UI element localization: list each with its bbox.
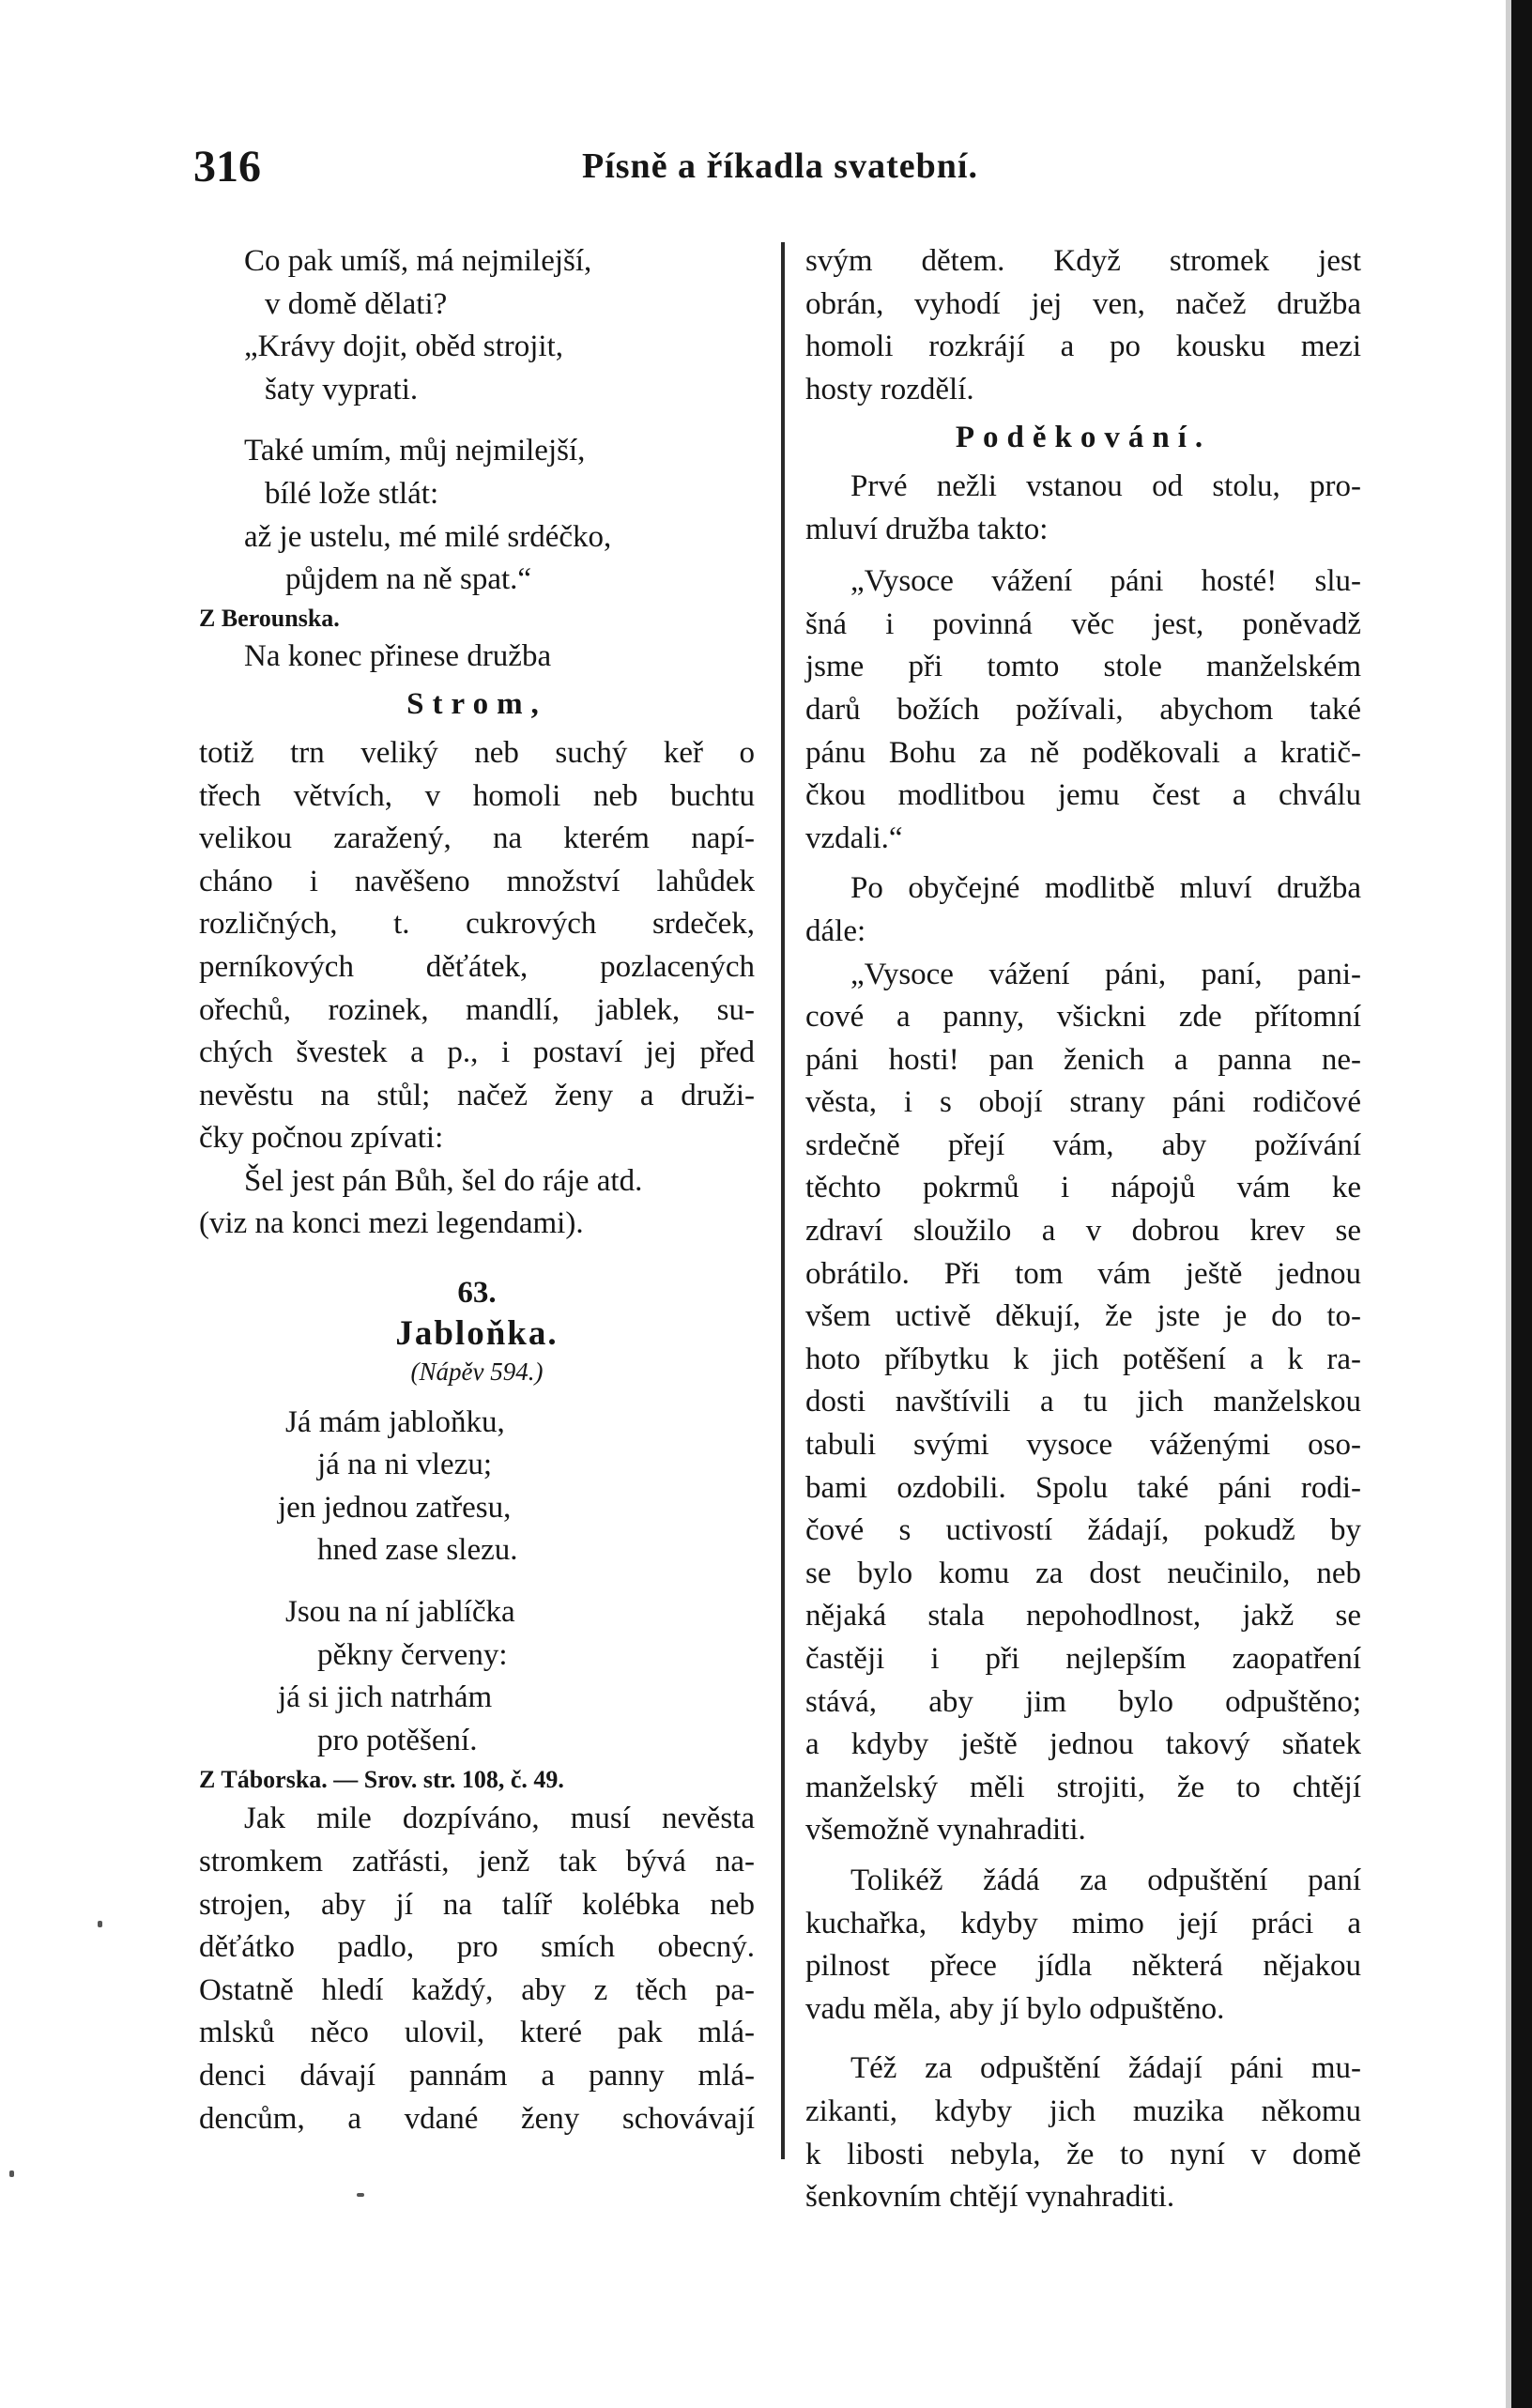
text-line: „Vysoce vážení páni, paní, pani- [850, 957, 1361, 991]
text-line: velikou zaražený, na kterém napí- [199, 821, 755, 856]
jablonka-verse-1 [199, 1402, 755, 1572]
verse-line: já na ni vlezu; [317, 1448, 493, 1482]
verse-line: až je ustelu, mé milé srdéčko, [244, 519, 612, 554]
running-header: Písně a říkadla svatební. [582, 146, 978, 186]
text-line: cháno i navěšeno množství lahůdek [199, 864, 755, 898]
verse-line: pro potěšení. [317, 1723, 478, 1757]
text-line: Šel jest pán Bůh, šel do ráje atd. [244, 1163, 643, 1198]
speech-1 [805, 560, 1361, 860]
text-line: těchto pokrmů i nápojů vám ke [805, 1171, 1361, 1205]
final-paragraph [199, 1798, 755, 2140]
text-line: k libosti nebyla, že to nyní v domě [805, 2137, 1361, 2171]
verse-line: šaty vyprati. [265, 372, 419, 406]
text-line: Též za odpuštění žádají páni mu- [850, 2051, 1361, 2086]
verse-line: bílé lože stlát: [265, 476, 439, 511]
text-line: a kdyby ještě jednou takový sňatek [805, 1727, 1361, 1762]
verse-line: Jsou na ní jablíčka [285, 1595, 515, 1630]
text-line: Prvé nežli vstanou od stolu, pro- [850, 468, 1361, 503]
text-line: Jak mile dozpíváno, musí nevěsta [244, 1802, 755, 1836]
text-line: nevěstu na stůl; načež ženy a druži- [199, 1078, 755, 1112]
strom-paragraph [199, 732, 755, 1160]
text-line: Po obyčejné modlitbě mluví družba [850, 871, 1361, 906]
text-line: jsme při tomto stole manželském [805, 650, 1361, 684]
text-line: chých švestek a p., i postaví jej před [199, 1035, 755, 1070]
text-line: vadu měla, aby jí bylo odpuštěno. [805, 1991, 1225, 2026]
section-heading: Strom, [406, 687, 547, 722]
text-line: vzdali.“ [805, 821, 903, 855]
text-line: homoli rozkrájí a po kousku mezi [805, 330, 1361, 364]
scan-speck [9, 2170, 14, 2177]
text-line: pilnost přece jídla některá nějakou [805, 1949, 1361, 1984]
text-line: čkou modlitbou jemu čest a chválu [805, 778, 1361, 813]
song-title: Jabloňka. [395, 1313, 559, 1353]
right-column [805, 240, 1361, 2219]
text-line: strojen, aby jí na talíř kolébka neb [199, 1887, 755, 1922]
text-line: děťátko padlo, pro smích obecný. [199, 1930, 755, 1965]
text-line: dosti navštívili a tu jich manželskou [805, 1385, 1361, 1419]
text-line: zdraví sloužilo a v dobrou krev se [805, 1214, 1361, 1249]
verse-line: „Krávy dojit, oběd strojit, [244, 330, 564, 364]
text-line: páni hosti! pan ženich a panna ne- [805, 1042, 1361, 1077]
text-line: čové s uctivostí žádají, pokudž by [805, 1513, 1361, 1548]
text-line: darů božích požívali, abychom také [805, 692, 1361, 727]
text-line: Tolikéž žádá za odpuštění paní [850, 1863, 1361, 1897]
jablonka-verse-2 [199, 1591, 755, 1762]
text-line: nějaká stala nepohodlnost, jakž se [805, 1599, 1361, 1633]
verse-line: Také umím, můj nejmilejší, [244, 434, 586, 468]
column-divider [781, 242, 785, 2159]
text-line: ořechů, rozinek, mandlí, jablek, su- [199, 992, 755, 1027]
verse-line: v domě dělati? [265, 286, 448, 321]
text-line: pánu Bohu za ně poděkovali a kratič- [805, 735, 1361, 770]
text-line: obrán, vyhodí jej ven, načež družba [805, 286, 1361, 321]
text-line: všemožně vynahraditi. [805, 1813, 1086, 1848]
text-line: stává, aby jim bylo odpuštěno; [805, 1684, 1361, 1719]
text-line: Ostatně hledí každý, aby z těch pa- [199, 1972, 755, 2007]
intro-paragraph-2 [805, 867, 1361, 953]
text-line: hoto příbytku k jich potěšení a k ra- [805, 1342, 1361, 1376]
verse-line: hned zase slezu. [317, 1533, 518, 1568]
intro-line: Na konec přinese družba [244, 638, 552, 673]
text-line: se bylo komu za dost neučinilo, neb [805, 1556, 1361, 1590]
scan-speck [357, 2193, 364, 2197]
text-line: perníkových děťátek, pozlacených [199, 949, 755, 984]
kucharka-paragraph [805, 1860, 1361, 2031]
verse-line: jen jednou zatřesu, [278, 1490, 512, 1525]
text-line: manželský měli strojiti, že to chtějí [805, 1770, 1361, 1804]
text-line: totiž trn veliký neb suchý keř o [199, 735, 755, 770]
continuation-paragraph [805, 240, 1361, 411]
text-line: hosty rozdělí. [805, 372, 974, 406]
text-line: svým dětem. Když stromek jest [805, 244, 1361, 278]
text-line: „Vysoce vážení páni hosté! slu- [850, 564, 1361, 599]
page-number: 316 [193, 142, 261, 192]
song-number: 63. [457, 1276, 497, 1311]
section-heading: Poděkování. [955, 421, 1212, 455]
text-line: zikanti, kdyby jich muzika někomu [805, 2094, 1361, 2128]
text-line: cové a panny, všickni zde přítomní [805, 1000, 1361, 1035]
scan-speck [98, 1921, 102, 1927]
verse-line: pěkny červeny: [317, 1637, 508, 1672]
source-note: Z Táborska. — Srov. str. 108, č. 49. [199, 1766, 564, 1794]
text-line: čky počnou zpívati: [199, 1121, 444, 1156]
song-verse-1 [199, 240, 755, 411]
text-line: dále: [805, 913, 866, 948]
text-line: srdečně přejí vám, aby požívání [805, 1127, 1361, 1162]
left-column [199, 240, 755, 2140]
text-line: rozličných, t. cukrových srdeček, [199, 907, 755, 942]
text-line: tabuli svými vysoce váženými oso- [805, 1428, 1361, 1463]
song-reference [199, 1160, 755, 1246]
verse-line: já si jich natrhám [278, 1680, 493, 1715]
intro-paragraph [805, 466, 1361, 551]
song-verse-2 [199, 430, 755, 601]
text-line: častěji i při nejlepším zaopatření [805, 1642, 1361, 1676]
text-line: (viz na konci mezi legendami). [199, 1206, 584, 1241]
text-line: šenkovním chtějí vynahraditi. [805, 2180, 1175, 2215]
text-line: bami ozdobili. Spolu také páni rodi- [805, 1470, 1361, 1505]
text-line: šná i povinná věc jest, poněvadž [805, 606, 1361, 641]
text-line: všem uctivě děkují, že jste je do to- [805, 1299, 1361, 1334]
text-line: věsta, i s obojí strany páni rodičové [805, 1085, 1361, 1120]
melody-reference: (Nápěv 594.) [410, 1357, 544, 1386]
source-note: Z Berounska. [199, 604, 340, 632]
text-line: obrátilo. Při tom vám ještě jednou [805, 1256, 1361, 1291]
text-line: kuchařka, kdyby mimo její práci a [805, 1906, 1361, 1940]
speech-2 [805, 954, 1361, 1852]
text-line: dencům, a vdané ženy schovávají [199, 2101, 755, 2136]
text-line: mluví družba takto: [805, 512, 1049, 546]
verse-line: půjdem na ně spat.“ [285, 562, 532, 597]
scan-border [1511, 0, 1532, 2408]
text-line: stromkem zatřásti, jenž tak bývá na- [199, 1845, 755, 1879]
text-line: třech větvích, v homoli neb buchtu [199, 778, 755, 813]
text-line: mlsků něco ulovil, které pak mlá- [199, 2016, 755, 2050]
verse-line: Co pak umíš, má nejmilejší, [244, 244, 592, 278]
muzikanti-paragraph [805, 2048, 1361, 2218]
verse-line: Já mám jabloňku, [285, 1404, 505, 1439]
text-line: denci dávají pannám a panny mlá- [199, 2058, 755, 2093]
